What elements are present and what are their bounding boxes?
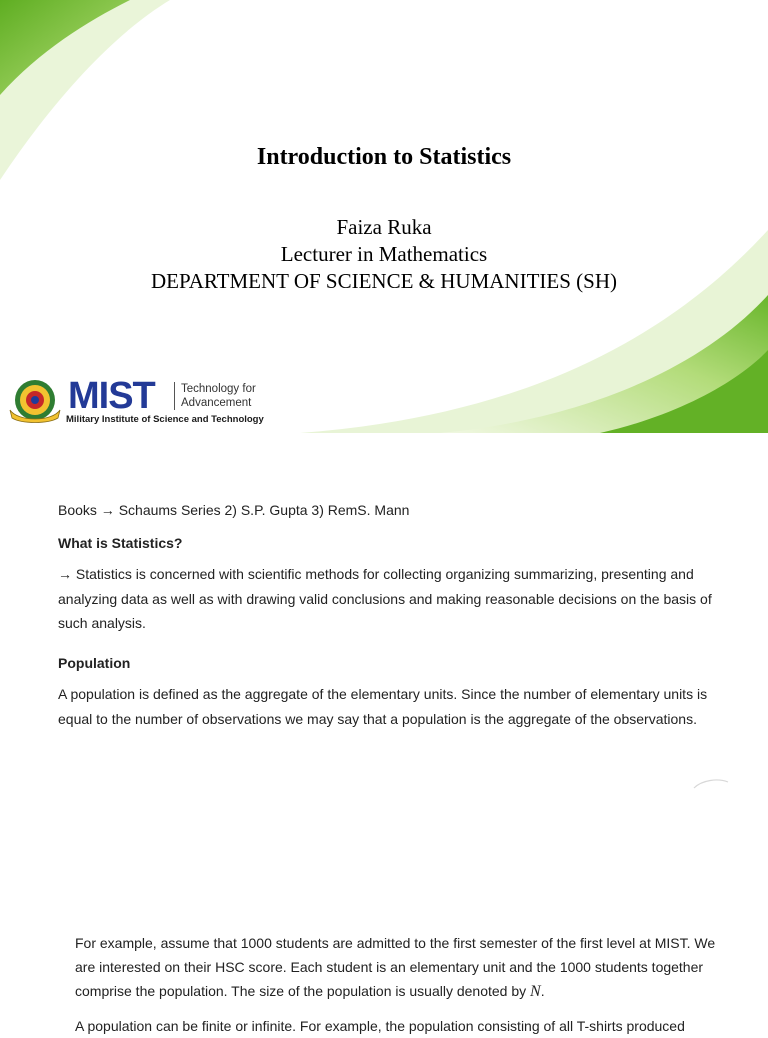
author-block [0, 214, 768, 295]
books-reference: Books → Schaums Series 2) S.P. Gupta 3) RemS. Mann [58, 502, 410, 518]
population-definition: A population is defined as the aggregate of the elementary units. Since the number of elementary units is equal to the number of observations we may say that a population is the aggregate of the observations. [58, 686, 708, 727]
author-name: Faiza Ruka [336, 215, 432, 239]
document-page-2 [75, 931, 735, 1038]
sentence-period: . [540, 983, 545, 999]
title-slide [0, 0, 768, 433]
mist-logo [8, 374, 278, 430]
logo-wordmark: MIST [68, 375, 155, 417]
logo-tagline [181, 382, 256, 410]
department-name: DEPARTMENT OF SCIENCE & HUMANITIES (SH) [150, 269, 618, 293]
population-example [75, 931, 735, 1004]
author-position: Lecturer in Mathematics [280, 242, 488, 266]
what-is-statistics-heading: What is Statistics? [58, 534, 183, 551]
logo-tagline-line-2: Advancement [181, 397, 252, 409]
logo-institute-name: Military Institute of Science and Technology [66, 414, 264, 425]
population-heading: Population [58, 654, 131, 671]
logo-divider [174, 382, 175, 410]
document-page [58, 498, 738, 746]
statistics-definition: → Statistics is concerned with scientific methods for collecting organizing summarizing, presenting and analyzing data as well as with drawing valid conclusions and making reasonable decisions on the basis of such analysis. [58, 566, 712, 631]
page-curl-icon [692, 778, 732, 790]
slide-title: Introduction to Statistics [256, 144, 512, 170]
population-size-symbol: N [530, 983, 541, 1000]
mist-emblem-icon [8, 378, 62, 424]
logo-tagline-line-1: Technology for [181, 383, 256, 395]
population-example-text: For example, assume that 1000 students are admitted to the first semester of the first level at MIST. We are interested on their HSC score. Each student is an elementary unit and the 1000 students together comprise the population. The size of the population is usually denoted by [75, 935, 716, 999]
finite-infinite-text: A population can be finite or infinite. For example, the population consisting of all T-shirts produced [75, 1018, 685, 1034]
